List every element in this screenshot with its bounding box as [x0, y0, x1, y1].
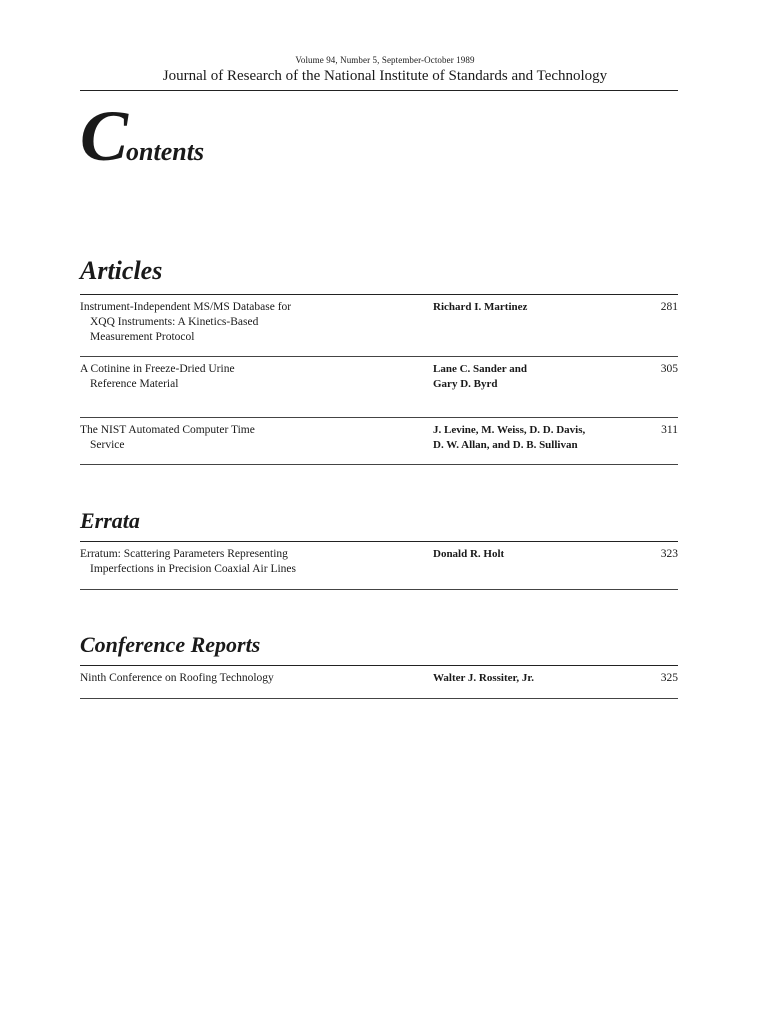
section-title-errata: Errata: [80, 508, 140, 533]
entry-authors: [433, 362, 633, 392]
contents-heading: [80, 96, 205, 176]
section-title-articles: Articles: [80, 256, 163, 285]
journal-title: Journal of Research of the National Institute of Standards and Technology: [162, 68, 608, 84]
entry-divider: [80, 356, 678, 357]
entry-page-number: 305: [660, 363, 678, 375]
entry-title-line: Ninth Conference on Roofing Technology: [80, 672, 274, 684]
section-title-conference-reports: Conference Reports: [80, 632, 261, 657]
entry-authors: [433, 671, 633, 686]
entry-author-line: D. W. Allan, and D. B. Sullivan: [433, 439, 578, 451]
conference-top-rule: [80, 665, 678, 666]
entry-author-line: Walter J. Rossiter, Jr.: [433, 672, 535, 684]
entry-title-line: The NIST Automated Computer Time: [80, 424, 255, 436]
contents-initial: C: [80, 96, 129, 176]
articles-bottom-rule: [80, 464, 678, 465]
entry-title-line: Measurement Protocol: [90, 331, 195, 343]
toc-entry[interactable]: [80, 362, 678, 394]
entry-authors: [433, 300, 633, 315]
entry-author-line: Gary D. Byrd: [433, 378, 498, 390]
entry-title-line: Erratum: Scattering Parameters Representing: [80, 548, 288, 560]
entry-title-line: Imperfections in Precision Coaxial Air Lines: [90, 563, 296, 575]
header-rule: [80, 90, 678, 91]
toc-entry[interactable]: [80, 547, 678, 579]
entry-authors: [433, 423, 633, 453]
entry-page-number: 323: [660, 548, 678, 560]
entry-title-line: Reference Material: [90, 378, 179, 390]
entry-title: [80, 423, 390, 453]
volume-issue-line: Volume 94, Number 5, September-October 1989: [295, 55, 475, 65]
entry-authors: [433, 547, 633, 562]
entry-title-line: XQQ Instruments: A Kinetics-Based: [90, 316, 259, 328]
entry-author-line: Richard I. Martinez: [433, 301, 528, 313]
entry-title-line: Service: [90, 439, 125, 451]
entry-title: [80, 547, 390, 577]
entry-divider: [80, 417, 678, 418]
toc-entry[interactable]: [80, 423, 678, 455]
entry-page-number: 281: [660, 301, 678, 313]
entry-title: [80, 671, 390, 686]
entry-title: [80, 362, 390, 392]
toc-entry[interactable]: [80, 671, 678, 688]
conference-bottom-rule: [80, 698, 678, 699]
entry-author-line: J. Levine, M. Weiss, D. D. Davis,: [433, 424, 586, 436]
contents-rest: ontents: [126, 137, 205, 166]
toc-entry[interactable]: [80, 300, 678, 348]
entry-title: [80, 300, 390, 345]
entry-author-line: Donald R. Holt: [433, 548, 505, 560]
errata-top-rule: [80, 541, 678, 542]
errata-bottom-rule: [80, 589, 678, 590]
entry-title-line: A Cotinine in Freeze-Dried Urine: [80, 363, 235, 375]
entry-page-number: 311: [661, 424, 678, 436]
entry-author-line: Lane C. Sander and: [433, 363, 527, 375]
articles-top-rule: [80, 294, 678, 295]
entry-page-number: 325: [660, 672, 678, 684]
entry-title-line: Instrument-Independent MS/MS Database for: [80, 301, 292, 313]
